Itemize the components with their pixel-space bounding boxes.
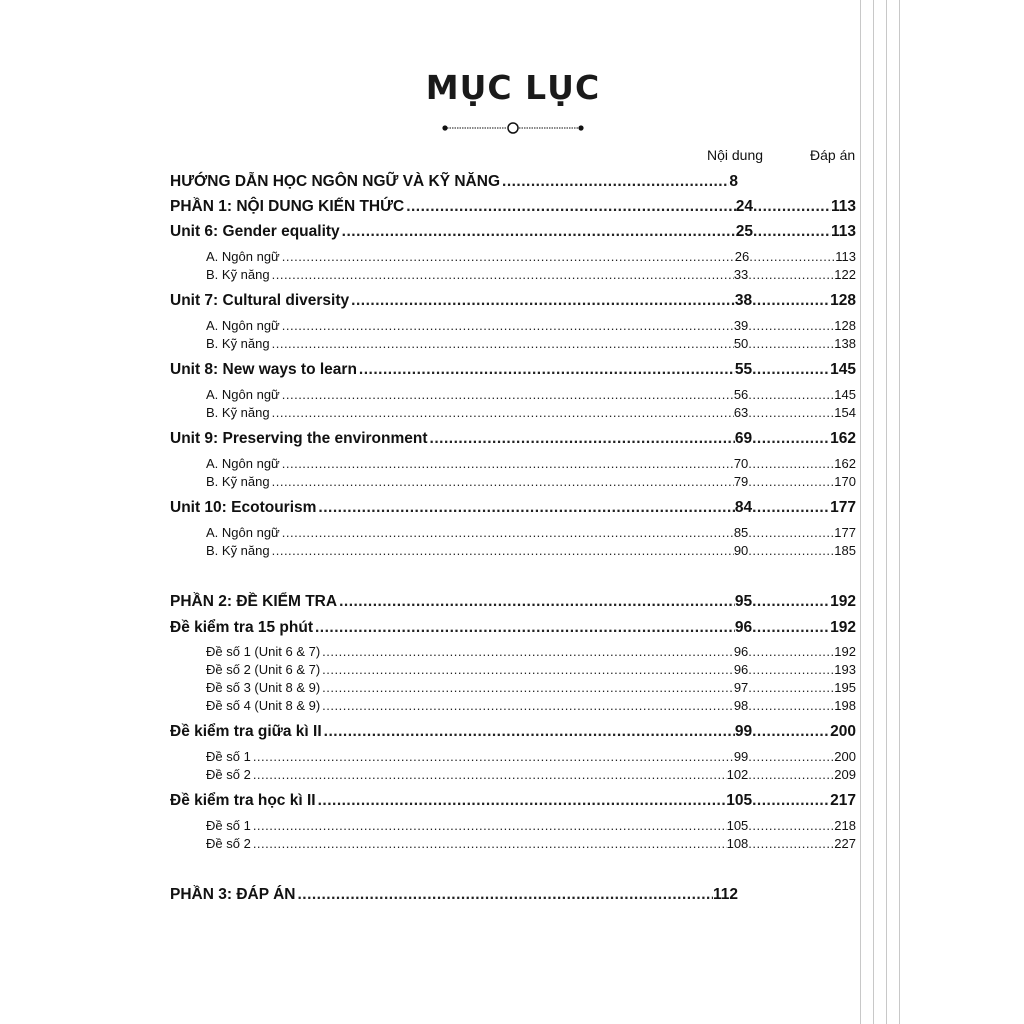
dot-leader: [340, 223, 736, 241]
toc-page-number: 96: [733, 662, 749, 677]
toc-subentry-row: [170, 644, 856, 659]
toc-answer-page: 217: [830, 792, 856, 809]
toc-subentry-row: [170, 336, 856, 351]
dot-leader: [357, 361, 735, 379]
title-ornament: [441, 121, 585, 135]
dot-leader: [313, 619, 735, 637]
toc-label: Đề số 2 (Unit 6 & 7): [206, 662, 321, 677]
dot-leader: [280, 318, 734, 333]
toc-section-row: [170, 619, 856, 637]
toc-section-row: [170, 792, 856, 810]
dot-leader: [752, 499, 830, 517]
toc-answer-page: 218: [834, 818, 856, 833]
toc-page-number: 105: [726, 792, 753, 809]
toc-page-number: 24: [735, 198, 753, 215]
toc-label: B. Kỹ năng: [206, 405, 270, 420]
toc-label: A. Ngôn ngữ: [206, 249, 280, 264]
toc-label: Đề số 3 (Unit 8 & 9): [206, 680, 321, 695]
column-header-content: Nội dung: [707, 147, 764, 163]
dot-leader: [752, 723, 830, 741]
dot-leader: [752, 792, 830, 810]
toc-page-number: 33: [733, 267, 749, 282]
dot-leader: [280, 525, 734, 540]
dot-leader: [748, 818, 834, 833]
dot-leader: [748, 662, 834, 677]
toc-subentry-row: [170, 249, 856, 264]
toc-label: Đề số 4 (Unit 8 & 9): [206, 698, 321, 713]
dot-leader: [748, 267, 834, 282]
toc-answer-page: 192: [834, 644, 856, 659]
toc-answer-page: 145: [830, 361, 856, 378]
toc-answer-page: 185: [834, 543, 856, 558]
toc-label: Đề số 1: [206, 749, 251, 764]
toc-answer-page: 193: [834, 662, 856, 677]
toc-answer-page: 170: [834, 474, 856, 489]
toc-answer-page: 192: [830, 593, 856, 610]
toc-subentry-row: [170, 474, 856, 489]
dot-leader: [251, 767, 727, 782]
toc-label: A. Ngôn ngữ: [206, 525, 280, 540]
toc-answer-page: 162: [830, 430, 856, 447]
toc-label: Unit 6: Gender equality: [170, 223, 340, 240]
toc-subentry-row: [170, 456, 856, 471]
toc-answer-page: 200: [834, 749, 856, 764]
toc-answer-page: 198: [834, 698, 856, 713]
toc-label: A. Ngôn ngữ: [206, 456, 280, 471]
toc-subentry-row: [170, 749, 856, 764]
toc-label: Đề số 1 (Unit 6 & 7): [206, 644, 321, 659]
dot-leader: [752, 619, 830, 637]
dot-leader: [270, 474, 734, 489]
toc-section-row: [170, 430, 856, 448]
toc-label: B. Kỹ năng: [206, 267, 270, 282]
dot-leader: [748, 336, 834, 351]
toc-page-number: 105: [726, 818, 749, 833]
dot-leader: [337, 593, 735, 611]
toc-label: Đề số 1: [206, 818, 251, 833]
dot-leader: [748, 698, 834, 713]
dot-leader: [295, 886, 713, 904]
dot-leader: [349, 292, 735, 310]
toc-section-row: [170, 198, 856, 216]
dot-leader: [749, 249, 835, 264]
dot-leader: [748, 387, 834, 402]
toc-page-number: 56: [733, 387, 749, 402]
toc-label: Unit 8: New ways to learn: [170, 361, 357, 378]
toc-subentry-row: [170, 387, 856, 402]
toc-section-row: [170, 886, 738, 904]
dot-leader: [752, 361, 830, 379]
dot-leader: [270, 267, 734, 282]
toc-page-number: 63: [733, 405, 749, 420]
toc-page-number: 25: [735, 223, 753, 240]
toc-page-number: 84: [734, 499, 753, 516]
toc-section-row: [170, 361, 856, 379]
dot-leader: [280, 387, 734, 402]
page-edge-line: [886, 0, 887, 1024]
toc-page-number: 112: [712, 886, 738, 903]
dot-leader: [320, 644, 734, 659]
toc-page-number: 8: [729, 173, 738, 190]
page-title: MỤC LỤC: [425, 68, 601, 107]
toc-page-number: 108: [726, 836, 749, 851]
toc-answer-page: 113: [830, 198, 856, 215]
dot-leader: [752, 430, 830, 448]
toc-page-number: 85: [733, 525, 749, 540]
dot-leader: [500, 173, 729, 191]
dot-leader: [748, 749, 834, 764]
dot-leader: [753, 198, 831, 216]
toc-answer-page: 177: [834, 525, 856, 540]
toc-page-number: 55: [734, 361, 753, 378]
toc-section-row: [170, 723, 856, 741]
toc-page-number: 102: [726, 767, 749, 782]
toc-answer-page: 113: [835, 249, 856, 264]
dot-leader: [270, 336, 734, 351]
toc-answer-page: 195: [834, 680, 856, 695]
dot-leader: [316, 792, 727, 810]
toc-page-number: 69: [734, 430, 753, 447]
toc-answer-page: 209: [834, 767, 856, 782]
toc-page-number: 99: [733, 749, 749, 764]
dot-leader: [270, 543, 734, 558]
toc-section-row: [170, 173, 738, 191]
toc-label: PHẦN 3: ĐÁP ÁN: [170, 886, 296, 903]
dot-leader: [748, 644, 834, 659]
toc-answer-page: 138: [834, 336, 856, 351]
toc-label: Đề số 2: [206, 836, 251, 851]
dot-leader: [322, 723, 735, 741]
dot-leader: [748, 318, 834, 333]
toc-page-number: 99: [734, 723, 753, 740]
dot-leader: [428, 430, 735, 448]
toc-page-number: 98: [733, 698, 749, 713]
toc-label: Unit 7: Cultural diversity: [170, 292, 350, 309]
dot-leader: [748, 680, 834, 695]
toc-label: Đề số 2: [206, 767, 251, 782]
toc-subentry-row: [170, 405, 856, 420]
toc-label: Đề kiểm tra giữa kì II: [170, 723, 322, 740]
toc-section-row: [170, 593, 856, 611]
dot-leader: [270, 405, 734, 420]
toc-page-number: 26: [734, 249, 750, 264]
toc-page-number: 70: [733, 456, 749, 471]
toc-subentry-row: [170, 662, 856, 677]
dot-leader: [280, 456, 734, 471]
toc-answer-page: 122: [834, 267, 856, 282]
toc-answer-page: 200: [830, 723, 856, 740]
toc-label: PHẦN 2: ĐỀ KIỂM TRA: [170, 593, 338, 610]
dot-leader: [748, 543, 834, 558]
dot-leader: [748, 525, 834, 540]
toc-page-number: 50: [733, 336, 749, 351]
toc-subentry-row: [170, 836, 856, 851]
toc-label: B. Kỹ năng: [206, 474, 270, 489]
toc-subentry-row: [170, 267, 856, 282]
dot-leader: [320, 680, 734, 695]
toc-label: Đề kiểm tra 15 phút: [170, 619, 313, 636]
toc-subentry-row: [170, 525, 856, 540]
toc-label: A. Ngôn ngữ: [206, 387, 280, 402]
dot-leader: [752, 292, 830, 310]
toc-label: HƯỚNG DẪN HỌC NGÔN NGỮ VÀ KỸ NĂNG: [170, 173, 501, 190]
dot-leader: [251, 818, 727, 833]
toc-page-number: 97: [733, 680, 749, 695]
dot-leader: [748, 405, 834, 420]
toc-answer-page: 227: [834, 836, 856, 851]
toc-page-number: 95: [734, 593, 753, 610]
toc-answer-page: 192: [830, 619, 856, 636]
dot-leader: [748, 474, 834, 489]
toc-subentry-row: [170, 318, 856, 333]
toc-subentry-row: [170, 767, 856, 782]
toc-page-number: 96: [734, 619, 753, 636]
toc-subentry-row: [170, 543, 856, 558]
toc-subentry-row: [170, 818, 856, 833]
toc-subentry-row: [170, 680, 856, 695]
page-edge-line: [860, 0, 861, 1024]
toc-label: B. Kỹ năng: [206, 543, 270, 558]
dot-leader: [251, 836, 727, 851]
toc-answer-page: 154: [834, 405, 856, 420]
dot-leader: [748, 767, 834, 782]
toc-section-row: [170, 223, 856, 241]
dot-leader: [320, 662, 734, 677]
toc-answer-page: 113: [830, 223, 856, 240]
toc-subentry-row: [170, 698, 856, 713]
dot-leader: [280, 249, 735, 264]
toc-answer-page: 128: [834, 318, 856, 333]
toc-label: PHẦN 1: NỘI DUNG KIẾN THỨC: [170, 198, 405, 215]
toc-answer-page: 128: [830, 292, 856, 309]
page-edge-line: [899, 0, 900, 1024]
dot-leader: [753, 223, 831, 241]
toc-label: Unit 9: Preserving the environment: [170, 430, 428, 447]
toc-section-row: [170, 499, 856, 517]
toc-answer-page: 177: [830, 499, 856, 516]
dot-leader: [404, 198, 736, 216]
page-edge-line: [873, 0, 874, 1024]
dot-leader: [748, 836, 834, 851]
toc-page-number: 38: [734, 292, 753, 309]
toc-answer-page: 145: [834, 387, 856, 402]
column-header-answers: Đáp án: [810, 147, 856, 163]
dot-leader: [251, 749, 734, 764]
toc-label: B. Kỹ năng: [206, 336, 270, 351]
toc-label: Đề kiểm tra học kì II: [170, 792, 316, 809]
toc-label: Unit 10: Ecotourism: [170, 499, 317, 516]
toc-section-row: [170, 292, 856, 310]
toc-page-number: 90: [733, 543, 749, 558]
toc-label: A. Ngôn ngữ: [206, 318, 280, 333]
toc-page-number: 79: [733, 474, 749, 489]
toc-page-number: 96: [733, 644, 749, 659]
dot-leader: [320, 698, 734, 713]
dot-leader: [752, 593, 830, 611]
dot-leader: [748, 456, 834, 471]
toc-page-number: 39: [733, 318, 749, 333]
toc-answer-page: 162: [834, 456, 856, 471]
dot-leader: [316, 499, 734, 517]
